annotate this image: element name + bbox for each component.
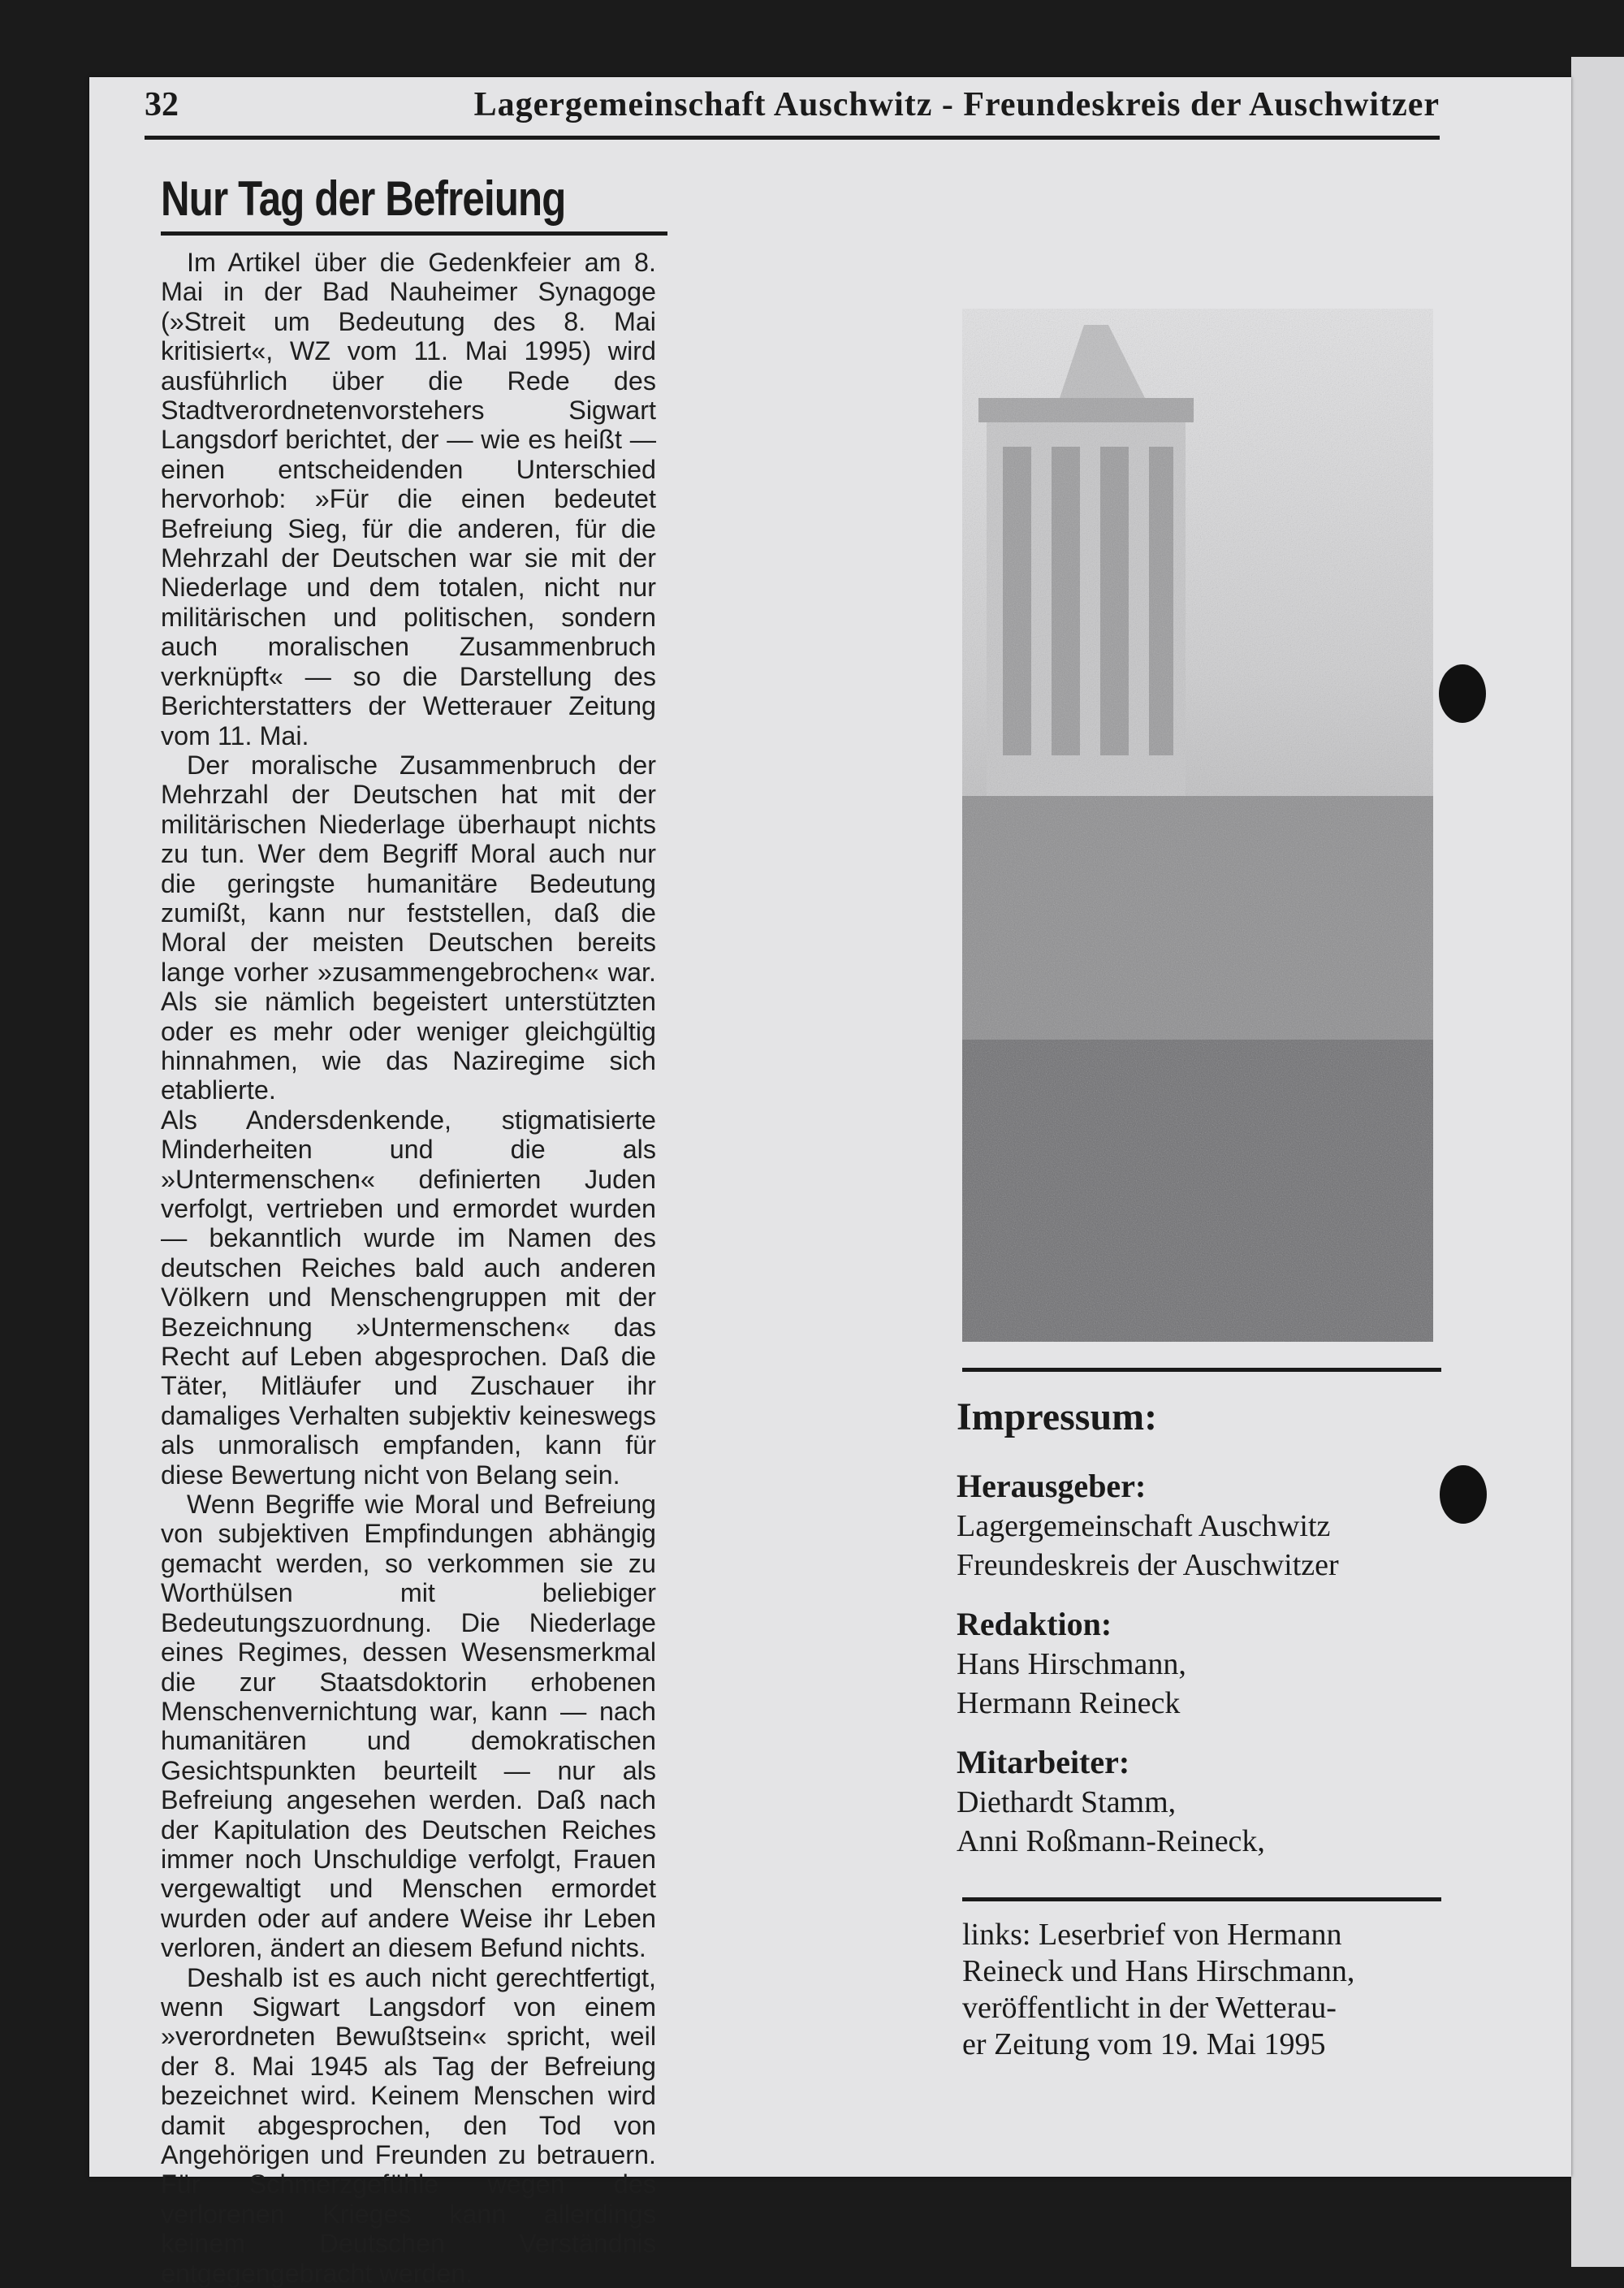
caption-line: veröffentlicht in der Wetterau- [962,1991,1337,2025]
caption-line: er Zeitung vom 19. Mai 1995 [962,2027,1326,2061]
article-title: Nur Tag der Befreiung [161,171,566,226]
impressum [957,1393,1444,1861]
punch-hole [1439,664,1486,723]
memorial-tower-photo [962,309,1433,1342]
staff-line: Anni Roßmann-Reineck, [957,1824,1265,1858]
page-number: 32 [145,86,179,123]
article-paragraph: Der moralische Zusammenbruch der Mehrzahl der Deutschen hat mit der militärischen Niederlage überhaupt nichts zu tun. Wer dem Begriff Moral auch nur die geringste humanitäre Bedeutung zumißt, kann nur feststellen, daß die Moral der meisten Deutschen bereits lange vorher »zusammengebrochen« war. Als sie nämlich begeistert unterstützten oder es mehr oder weniger gleichgültig hinnahmen, wie das Naziregime sich etablierte. [161,750,656,1105]
publisher-line: Lagergemeinschaft Auschwitz [957,1509,1331,1543]
spacer [957,1585,1444,1604]
photo-caption [962,1917,1437,2063]
caption-line: links: Leserbrief von Hermann [962,1918,1342,1952]
punch-hole [1440,1465,1487,1524]
article-paragraph: Wenn Begriffe wie Moral und Befreiung von subjektiven Empfindungen abhängig gemacht werden, so verkommen sie zu Worthülsen mit beliebiger Bedeutungszuordnung. Die Niederlage eines Regimes, dessen Wesensmerkmal die zur Staatsdoktorin erhobenen Menschenvernichtung war, kann — nach humanitären und demokratischen Gesichtspunkten beurteilt — nur als Befreiung angesehen werden. Daß nach der Kapitulation des Deutschen Reiches immer noch Unschuldige verfolgt, Frauen vergewaltigt und Menschen ermordet wurden oder auf andere Weise ihr Leben verloren, ändert an diesem Befund nichts. [161,1490,656,1963]
caption-top-rule [962,1897,1441,1901]
impressum-heading: Impressum: [957,1395,1158,1438]
article-paragraph: Deshalb ist es auch nicht gerechtfertigt, wenn Sigwart Langsdorf von einem »verordneten Bewußtsein« spricht, weil der 8. Mai 1945 als Tag der Befreiung bezeichnet wird. Keinem Menschen wird damit abgesprochen, den Tod von Angehörigen und Freunden zu betrauern. Für Schmerzgefühle wegen des verlorenen Krieges kann allerdings keinem Deutschen Verständnis entgegengebracht werden. [161,1962,656,2288]
running-title: Lagergemeinschaft Auschwitz - Freundeskreis der Auschwitzer [473,86,1440,123]
article-paragraph: Als Andersdenkende, stigmatisierte Minderheiten und die als »Untermenschen« definierten Juden verfolgt, vertrieben und ermordet wurden — bekanntlich wurde im Namen des deutschen Reiches bald auch anderen Völkern und Menschengruppen mit der Bezeichnung »Untermenschen« das Recht auf Leben abgesprochen. Daß die Täter, Mitläufer und Zuschauer ihr damaliges Verhalten subjektiv keineswegs als unmoralisch empfanden, kann für diese Bewertung nicht von Belang sein. [161,1105,656,1490]
title-underline [161,231,667,236]
article-paragraph: Im Artikel über die Gedenkfeier am 8. Mai in der Bad Nauheimer Synagoge (»Streit um Bedeutung des 8. Mai kritisiert«, WZ vom 11. Mai 1995) wird ausführlich über die Rede des Stadtverordnetenvorstehers Sigwart Langsdorf berichtet, der — wie es heißt — einen entscheidenden Unterschied hervorhob: »Für die einen bedeutet Befreiung Sieg, für die anderen, für die Mehrzahl der Deutschen war sie mit der Niederlage und dem totalen, nicht nur militärischen und politischen, sondern auch moralischen Zusammenbruch verknüpft« — so die Darstellung des Berichterstatters der Wetterauer Zeitung vom 11. Mai. [161,248,656,750]
photo-graphic [962,309,1433,1342]
staff-line: Diethardt Stamm, [957,1785,1177,1819]
page-header [145,85,1440,140]
editors-label: Redaktion: [957,1606,1112,1642]
spacer [957,1723,1444,1742]
impressum-top-rule [962,1368,1441,1372]
editor-line: Hermann Reineck [957,1686,1181,1720]
publisher-label: Herausgeber: [957,1468,1147,1504]
publisher-line: Freundeskreis der Auschwitzer [957,1548,1339,1582]
article-body [161,248,656,2288]
caption-line: Reineck und Hans Hirschmann, [962,1954,1355,1988]
editor-line: Hans Hirschmann, [957,1647,1186,1681]
scan-background-edge [1571,57,1624,2267]
staff-label: Mitarbeiter: [957,1744,1130,1780]
